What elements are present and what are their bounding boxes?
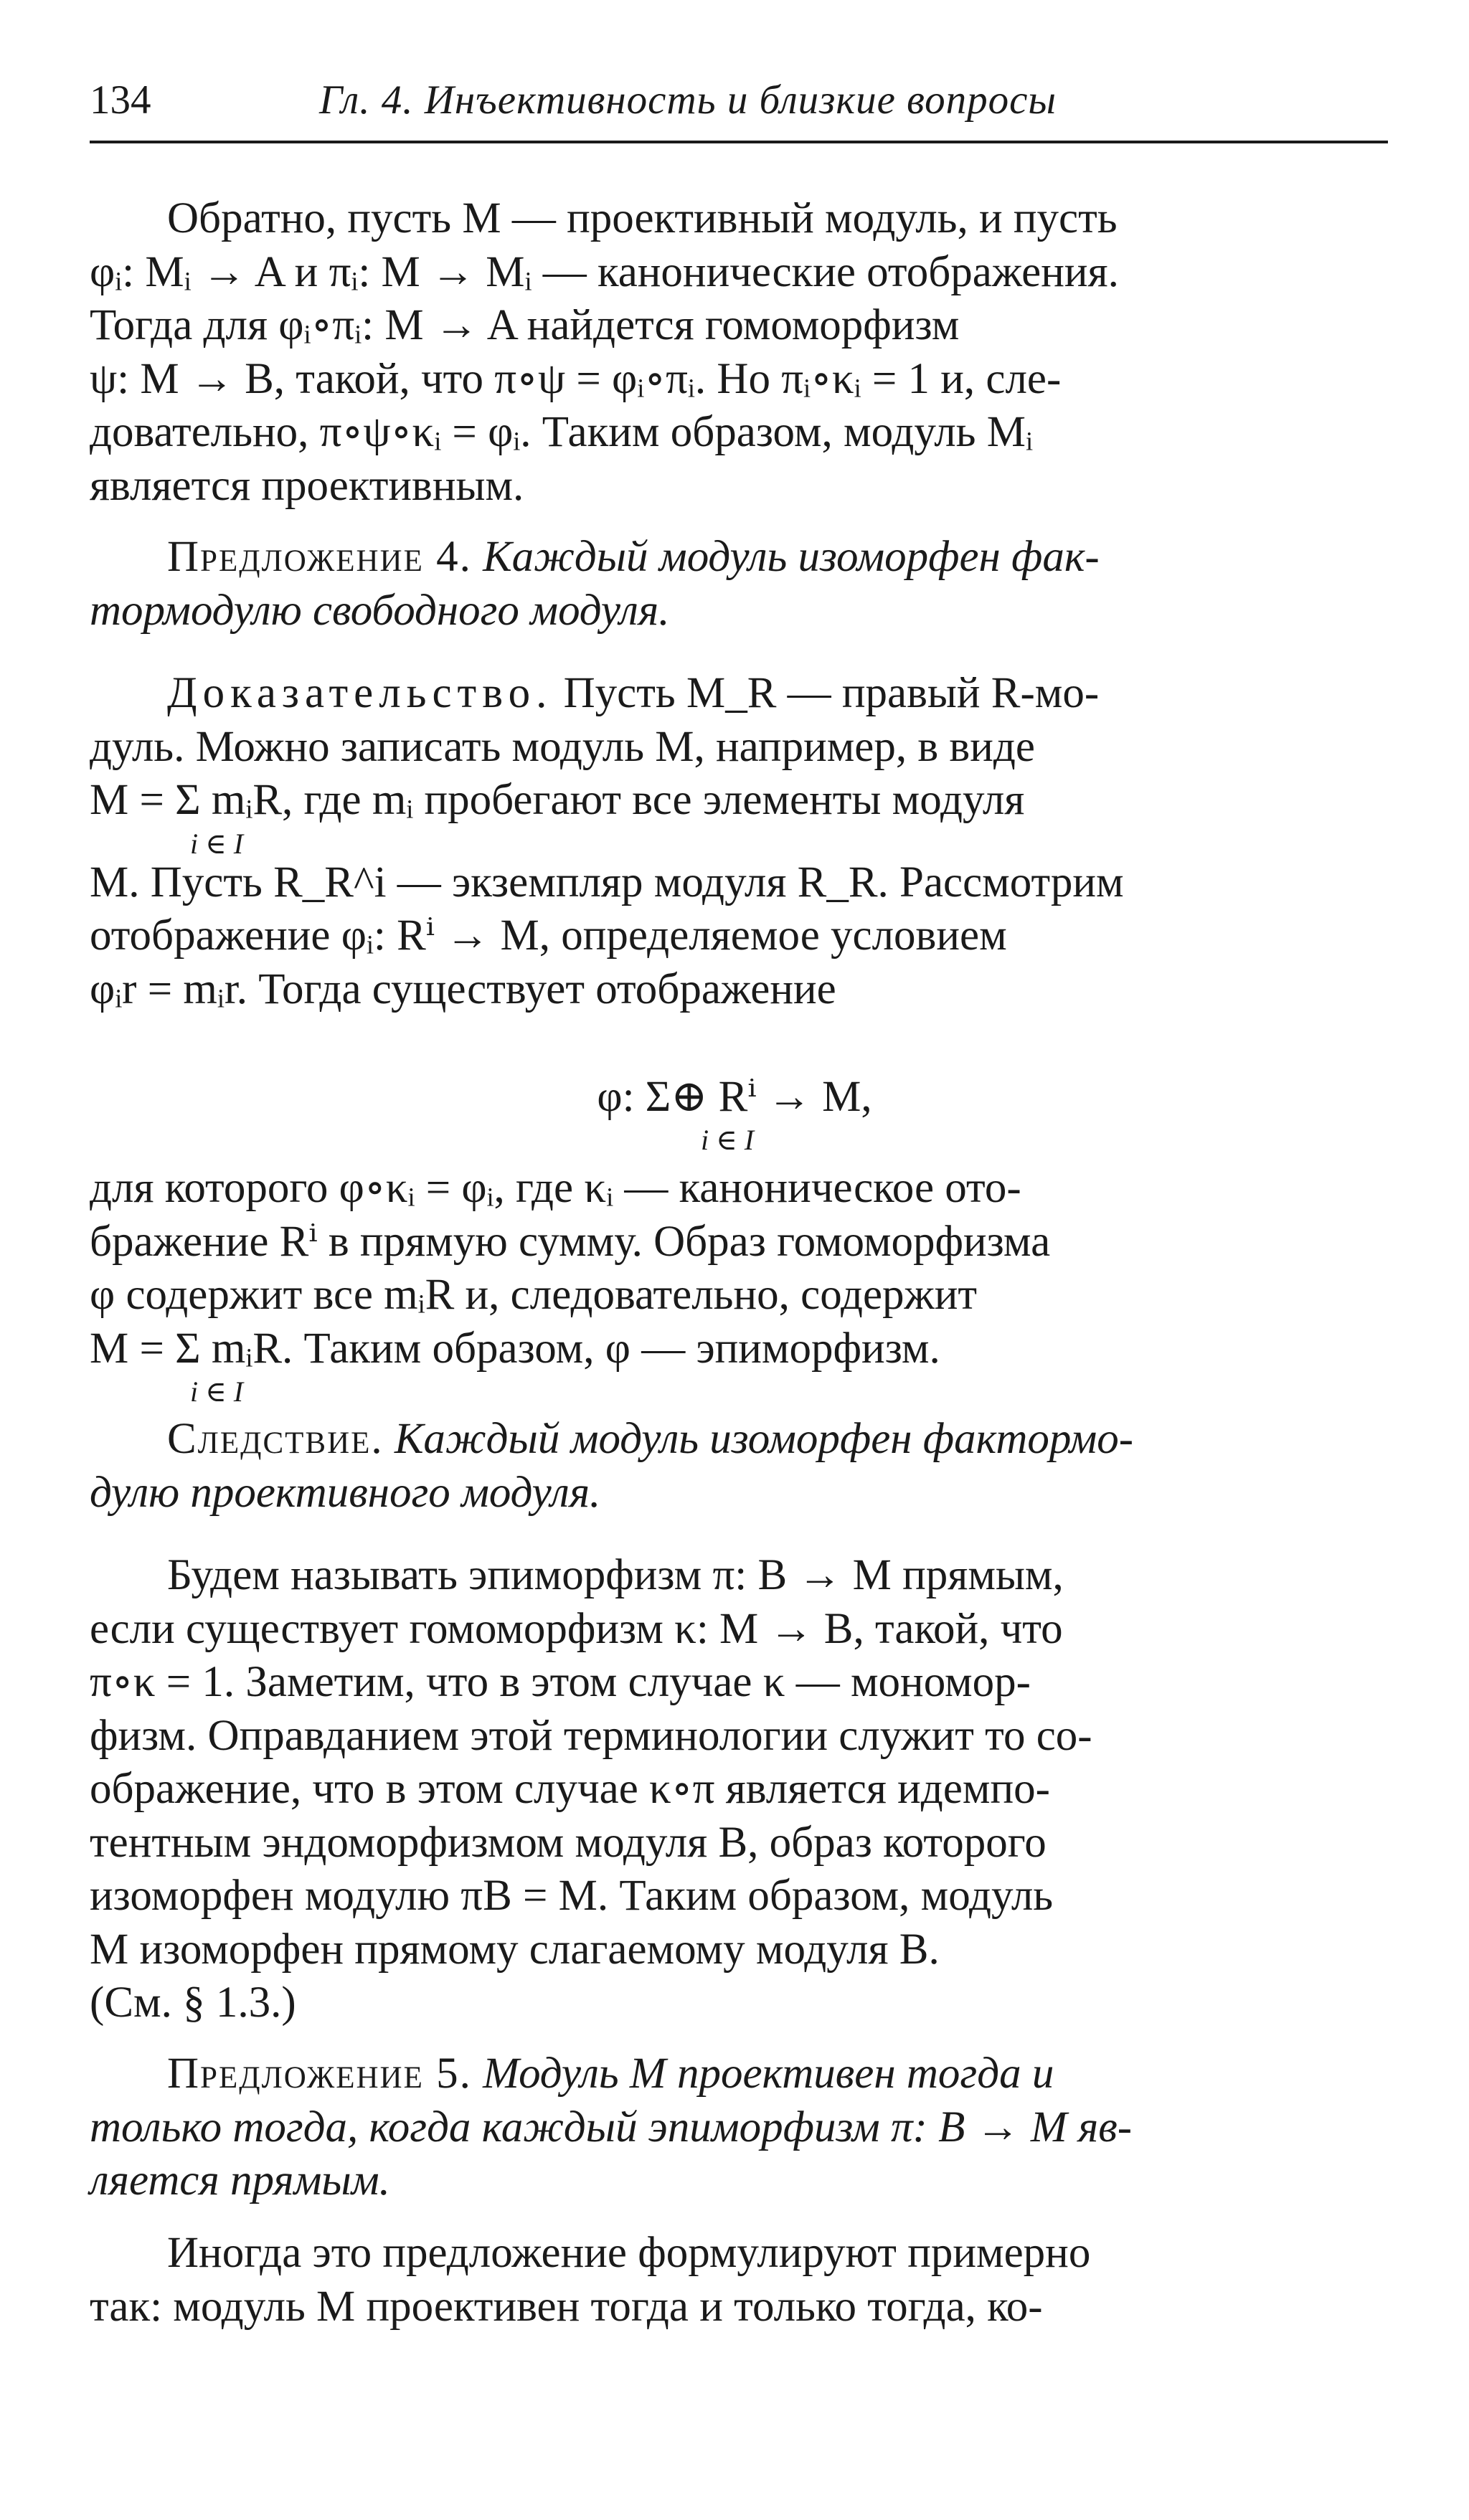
formula-index: i ∈ I: [700, 1124, 755, 1156]
paragraph-2: [90, 1549, 1388, 2030]
proof-text: Пусть M_R — правый R-мо-: [563, 669, 1100, 717]
proof-continued: [90, 1162, 1388, 1408]
formula-text: φ: Σ⊕ Rⁱ → M,: [597, 1073, 872, 1121]
proposition-text: Модуль M проективен тогда и: [483, 2050, 1054, 2098]
text-line: дулю проективного модуля.: [90, 1468, 601, 1517]
text-line: M изоморфен прямому слагаемому модуля B.: [90, 1925, 940, 1974]
text-line: является проективным.: [90, 461, 524, 510]
paragraph-3: [90, 2227, 1388, 2334]
sum-index: i ∈ I: [190, 827, 244, 860]
text-line: тентным эндоморфизмом модуля B, образ которого: [90, 1818, 1047, 1867]
text-line: ляется прямым.: [90, 2156, 390, 2204]
text-line: Будем называть эпиморфизм π: B → M прямым,: [167, 1551, 1064, 1599]
running-title: Гл. 4. Инъективность и близкие вопросы: [319, 77, 1057, 123]
text-line: M = Σ mᵢR, где mᵢ пробегают все элементы модуля: [90, 776, 1025, 824]
text-line: [90, 1413, 1388, 1467]
proposition-4: [90, 531, 1388, 638]
text-line: Обратно, пусть M — проективный модуль, и пусть: [167, 194, 1118, 242]
text-line: физм. Оправданием этой терминологии служит то со-: [90, 1711, 1092, 1760]
proposition-label: Предложение 4.: [167, 533, 472, 581]
paragraph-1: [90, 192, 1388, 513]
text-line: π∘κ = 1. Заметим, что в этом случае κ — мономор-: [90, 1658, 1031, 1706]
sum-index: i ∈ I: [190, 1375, 244, 1408]
page-header: [90, 72, 1388, 129]
page-number: 134: [90, 77, 151, 123]
text-line: изоморфен модулю πB = M. Таким образом, модуль: [90, 1872, 1054, 1920]
sum-index-line: [90, 827, 1388, 860]
text-line: φ содержит все mᵢR и, следовательно, содержит: [90, 1271, 978, 1319]
text-line: M = Σ mᵢR. Таким образом, φ — эпиморфизм.: [90, 1324, 940, 1373]
proof: [90, 667, 1388, 1016]
text-line: Иногда это предложение формулируют примерно: [167, 2229, 1091, 2277]
text-line: φᵢr = mᵢr. Тогда существует отображение: [90, 965, 836, 1013]
proposition-text: Каждый модуль изоморфен фак-: [483, 533, 1100, 581]
text-line: [90, 667, 1388, 721]
proposition-5: [90, 2047, 1388, 2208]
text-line: довательно, π∘ψ∘κᵢ = φᵢ. Таким образом, модуль Mᵢ: [90, 408, 1033, 456]
text-line: Тогда для φᵢ∘πᵢ: M → A найдется гомоморфизм: [90, 301, 960, 349]
text-line: ображение, что в этом случае κ∘π является идемпо-: [90, 1765, 1050, 1813]
text-line: бражение Rⁱ в прямую сумму. Образ гомоморфизма: [90, 1217, 1051, 1266]
text-line: ψ: M → B, такой, что π∘ψ = φᵢ∘πᵢ. Но πᵢ∘κᵢ = 1 и, сле-: [90, 354, 1062, 403]
text-line: дуль. Можно записать модуль M, например, в виде: [90, 722, 1035, 771]
corollary: [90, 1413, 1388, 1520]
text-line: (См. § 1.3.): [90, 1979, 296, 2027]
display-formula: [0, 1069, 1469, 1155]
proposition-label: Предложение 5.: [167, 2050, 472, 2098]
text-line: [90, 531, 1388, 584]
text-line: [90, 2047, 1388, 2101]
text-line: так: модуль M проективен тогда и только тогда, ко-: [90, 2282, 1043, 2331]
header-rule: [90, 141, 1388, 143]
corollary-label: Следствие.: [167, 1415, 384, 1463]
proof-label: Доказательство.: [167, 669, 553, 717]
sum-index-line: [90, 1375, 1388, 1408]
text-line: φᵢ: Mᵢ → A и πᵢ: M → Mᵢ — канонические отображения.: [90, 247, 1119, 296]
text-line: отображение φᵢ: Rⁱ → M, определяемое условием: [90, 911, 1007, 960]
text-line: тормодулю свободного модуля.: [90, 586, 670, 635]
corollary-text: Каждый модуль изоморфен фактормо-: [394, 1415, 1134, 1463]
text-line: M. Пусть R_R^i — экземпляр модуля R_R. Рассмотрим: [90, 858, 1124, 906]
text-line: только тогда, когда каждый эпиморфизм π: B → M яв-: [90, 2103, 1133, 2151]
text-line: если существует гомоморфизм κ: M → B, такой, что: [90, 1604, 1063, 1653]
text-line: для которого φ∘κᵢ = φᵢ, где κᵢ — каноническое ото-: [90, 1164, 1021, 1212]
